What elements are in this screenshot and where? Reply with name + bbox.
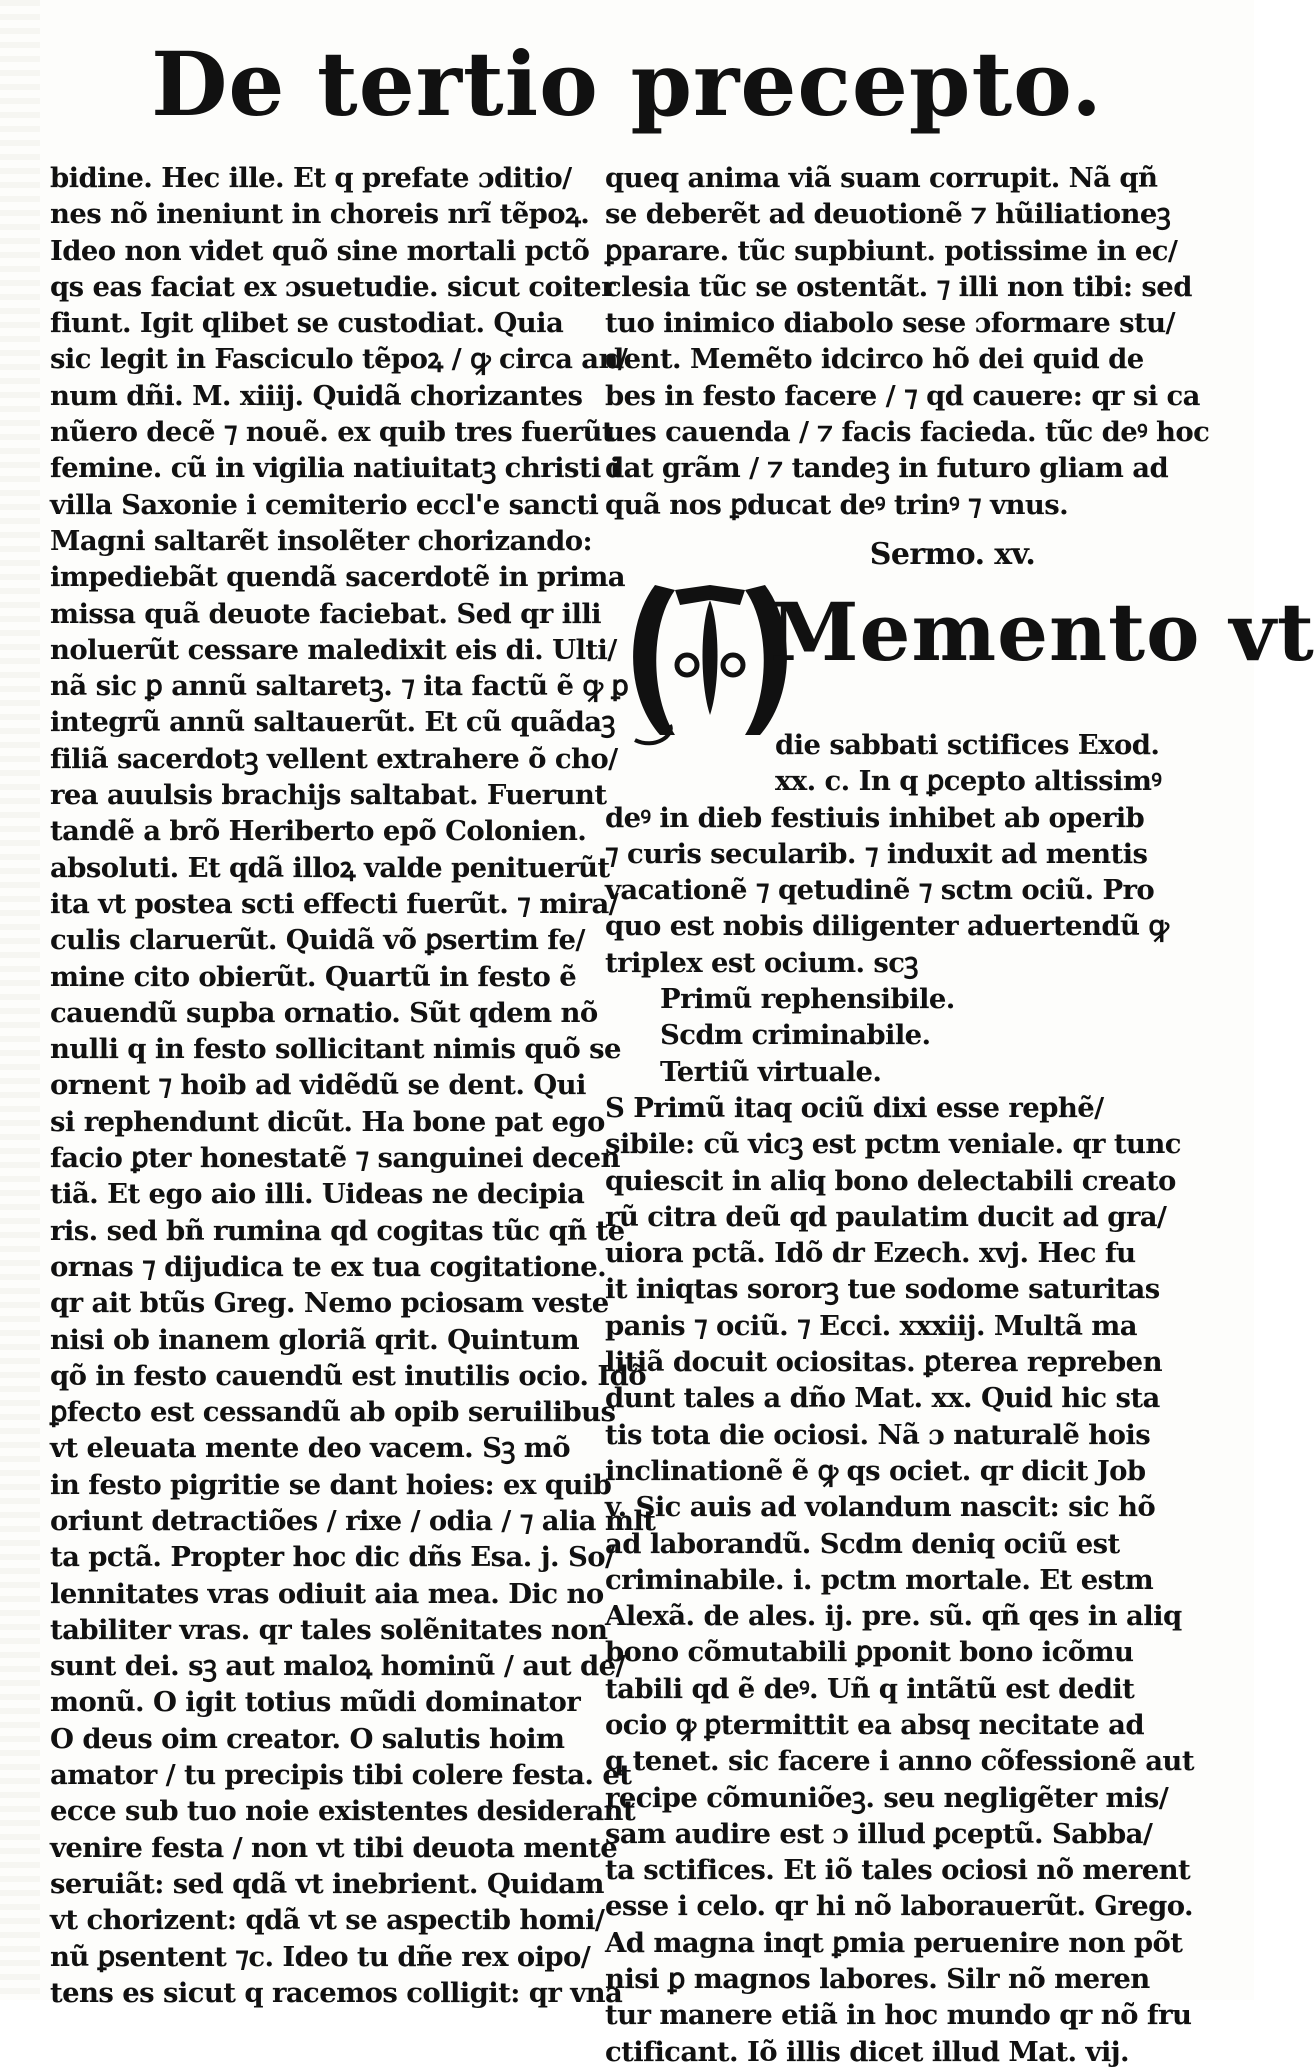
text-line: Alexã. de ales. ij. pre. sũ. qñ qes in aliq — [605, 1600, 1182, 1633]
text-line: monũ. O igit totius mũdi dominator — [50, 1686, 581, 1719]
text-line: bidine. Hec ille. Et q prefate ɔditio/ — [50, 162, 572, 194]
text-line: quo est nobis diligenter aduertendũ ꝙ — [605, 910, 1169, 943]
text-line: lennitates vras odiuit aia mea. Dic no — [50, 1577, 604, 1610]
text-line: ues cauenda / ⁊ facis facieda. tũc deꝰ hoc — [605, 416, 1210, 449]
text-line: nulli q in festo sollicitant nimis quõ se — [50, 1033, 621, 1066]
text-line: fiunt. Igit qlibet se custodiat. Quia — [50, 307, 564, 340]
text-line: ocio ꝙ ꝑtermittit ea absq necitate ad — [605, 1708, 1144, 1741]
text-line: vacationẽ ⁊ qetudinẽ ⁊ sctm ociũ. Pro — [605, 874, 1155, 907]
text-line: absoluti. Et qdã illoꝝ valde penituerũt — [50, 851, 610, 884]
text-line: criminabile. i. pctm mortale. Et estm — [605, 1563, 1154, 1596]
text-line: panis ⁊ ociũ. ⁊ Ecci. xxxiij. Multã ma — [605, 1309, 1138, 1342]
text-line: mine cito obierũt. Quartũ in festo ẽ — [50, 960, 577, 993]
text-line: v. Sic auis ad volandum nascit: sic hõ — [605, 1491, 1156, 1524]
text-line: femine. cũ in vigilia natiuitatꝫ christi i — [50, 452, 620, 485]
text-line: si rephendunt dicũt. Ha bone pat ego — [50, 1105, 605, 1138]
text-line: ta sctifices. Et iõ tales ociosi nõ merent — [605, 1854, 1191, 1887]
text-line: bono cõmutabili ꝑponit bono icõmu — [605, 1636, 1134, 1669]
text-line: nisi ꝑ magnos labores. Silr nõ meren — [605, 1963, 1150, 1996]
text-line: filiã sacerdotꝫ vellent extrahere õ cho/ — [50, 742, 618, 775]
text-line: Ideo non videt quõ sine mortali pctõ — [50, 234, 590, 267]
text-line: nã sic ꝑ annũ saltaretꝫ. ⁊ ita factũ ẽ ꝙ ꝑ — [50, 670, 629, 703]
left-column — [50, 160, 656, 2011]
text-line: ad laborandũ. Scdm deniq ociũ est — [605, 1527, 1120, 1560]
text-line: in festo pigritie se dant hoies: ex quib — [50, 1468, 612, 1501]
text-line: dat grãm / ⁊ tandeꝫ in futuro gliam ad — [605, 452, 1169, 485]
text-line: q tenet. sic facere i anno cõfessionẽ aut — [605, 1745, 1194, 1778]
text-line: amator / tu precipis tibi colere festa. et — [50, 1759, 632, 1792]
text-line: tuo inimico diabolo sese ɔformare stu/ — [605, 307, 1175, 340]
text-line: S Primũ itaq ociũ dixi esse rephẽ/ — [605, 1091, 1104, 1124]
text-line: tandẽ a brõ Heriberto epõ Colonien. — [50, 815, 587, 848]
text-line: ꝑparare. tũc supbiunt. potissime in ec/ — [605, 234, 1178, 267]
text-line: ornas ⁊ dijudica te ex tua cogitatione. — [50, 1250, 607, 1283]
text-line: recipe cõmuniõeꝫ. seu negligẽter mis/ — [605, 1781, 1169, 1814]
text-line: missa quã deuote faciebat. Sed qr illi — [50, 597, 602, 630]
list-item: Scdm criminabile. — [660, 1019, 931, 1052]
list-item: Tertiũ virtuale. — [660, 1055, 882, 1088]
text-line: xx. c. In q ꝑcepto altissimꝰ — [775, 765, 1162, 798]
text-line: clesia tũc se ostentãt. ⁊ illi non tibi: sed — [605, 270, 1192, 303]
text-line: impediebãt quendã sacerdotẽ in prima — [50, 561, 625, 594]
text-line: vt eleuata mente deo vacem. Sꝫ mõ — [50, 1432, 571, 1465]
text-line: oriunt detractiões / rixe / odia / ⁊ alia mlt — [50, 1504, 656, 1537]
text-line: sunt dei. sꝫ aut maloꝝ hominũ / aut de/ — [50, 1650, 625, 1683]
text-line: quã nos ꝑducat deꝰ trinꝰ ⁊ vnus. — [605, 488, 1069, 521]
text-line: O deus oim creator. O salutis hoim — [50, 1722, 565, 1755]
text-line: nisi ob inanem gloriã qrit. Quintum — [50, 1323, 580, 1356]
text-line: sibile: cũ vicꝫ est pctm veniale. qr tunc — [605, 1128, 1181, 1161]
text-line: ta pctã. Propter hoc dic dñs Esa. j. So/ — [50, 1541, 615, 1574]
text-line: bes in festo facere / ⁊ qd cauere: qr si ca — [605, 379, 1200, 412]
text-line: qs eas faciat ex ɔsuetudie. sicut coiter — [50, 270, 615, 303]
text-line: ita vt postea scti effecti fuerũt. ⁊ mira/ — [50, 887, 619, 920]
text-line: rea auulsis brachijs saltabat. Fuerunt — [50, 779, 607, 812]
text-line: qõ in festo cauendũ est inutilis ocio. Idõ — [50, 1359, 646, 1392]
initial-block — [605, 577, 1315, 727]
text-line: litiã docuit ociositas. ꝑterea repreben — [605, 1346, 1162, 1379]
text-line: nes nõ ineniunt in choreis nrĩ tẽpoꝝ. — [50, 198, 590, 231]
text-line: nũ ꝑsentent ⁊c. Ideo tu dñe rex oipo/ — [50, 1940, 591, 1973]
text-line: integrũ annũ saltauerũt. Et cũ quãdaꝫ — [50, 706, 615, 739]
text-line: tabili qd ẽ deꝰ. Uñ q intãtũ est dedit — [605, 1672, 1135, 1705]
text-line: Magni saltarẽt insolẽter chorizando: — [50, 524, 593, 557]
text-line: triplex est ocium. scꝫ — [605, 946, 918, 979]
text-line: tiã. Et ego aio illi. Uideas ne decipia — [50, 1178, 585, 1211]
text-line: uiora pctã. Idõ dr Ezech. xvj. Hec fu — [605, 1237, 1136, 1270]
page-title: De tertio precepto. — [151, 32, 1103, 136]
text-line: sam audire est ɔ illud ꝑceptũ. Sabba/ — [605, 1817, 1153, 1850]
sermon-heading: Sermo. xv. — [869, 536, 1036, 572]
text-line: rũ citra deũ qd paulatim ducit ad gra/ — [605, 1200, 1167, 1233]
text-line: ornent ⁊ hoib ad vidẽdũ se dent. Qui — [50, 1069, 586, 1102]
text-line: quiescit in aliq bono delectabili creato — [605, 1164, 1176, 1197]
text-line: die sabbati sctifices Exod. — [775, 728, 1160, 761]
text-line: dent. Memẽto idcirco hõ dei quid de — [605, 343, 1144, 376]
sermon-incipit: Memento vt — [770, 584, 1315, 679]
text-line: Ad magna inqt ꝑmia peruenire non põt — [605, 1926, 1183, 1959]
text-line: culis claruerũt. Quidã võ ꝑsertim fe/ — [50, 924, 585, 957]
text-line: ecce sub tuo noie existentes desiderant — [50, 1795, 636, 1828]
text-line: sic legit in Fasciculo tẽpoꝝ / ꝙ circa an/ — [50, 343, 628, 376]
text-line: seruiãt: sed qdã vt inebrient. Quidam — [50, 1867, 604, 1900]
text-line: noluerũt cessare maledixit eis di. Ulti/ — [50, 633, 617, 666]
text-line: inclinationẽ ẽ ꝙ qs ociet. qr dicit Job — [605, 1454, 1146, 1487]
text-line: villa Saxonie i cemiterio eccl'e sancti — [50, 488, 599, 521]
text-line: ⁊ curis secularib. ⁊ induxit ad mentis — [605, 837, 1148, 870]
text-line: se deberẽt ad deuotionẽ ⁊ hũiliationeꝫ — [605, 198, 1171, 231]
text-line: ctificant. Iõ illis dicet illud Mat. vij. — [605, 2035, 1129, 2068]
text-line: ꝑfecto est cessandũ ab opib seruilibus — [50, 1396, 616, 1429]
text-line: it iniqtas sororꝫ tue sodome saturitas — [605, 1273, 1160, 1306]
text-line: num dñi. M. xiiij. Quidã chorizantes — [50, 379, 583, 412]
text-line: vt chorizent: qdã vt se aspectib homi/ — [50, 1904, 605, 1937]
text-line: cauendũ supba ornatio. Sũt qdem nõ — [50, 996, 598, 1029]
text-line: tis tota die ociosi. Nã ɔ naturalẽ hois — [605, 1418, 1151, 1451]
page-edge-texture — [0, 0, 40, 2000]
text-line: qr ait btũs Greg. Nemo pciosam veste — [50, 1287, 609, 1320]
text-line: venire festa / non vt tibi deuota mente — [50, 1831, 618, 1864]
text-line: deꝰ in dieb festiuis inhibet ab operib — [605, 801, 1145, 834]
text-line: esse i celo. qr hi nõ laborauerũt. Grego. — [605, 1890, 1193, 1923]
text-line: nũero decẽ ⁊ nouẽ. ex quib tres fuerũt — [50, 416, 615, 449]
right-column — [605, 160, 1315, 2070]
list-item: Primũ rephensibile. — [660, 983, 955, 1016]
text-line: tur manere etiã in hoc mundo qr nõ fru — [605, 1999, 1192, 2032]
text-line: tabiliter vras. qr tales solẽnitates non — [50, 1613, 608, 1646]
text-line: tens es sicut q racemos colligit: qr vna — [50, 1976, 623, 2009]
text-line: facio ꝑter honestatẽ ⁊ sanguinei decen — [50, 1142, 620, 1175]
text-line: queq anima viã suam corrupit. Nã qñ — [605, 162, 1158, 194]
text-line: ris. sed bñ rumina qd cogitas tũc qñ te — [50, 1214, 625, 1247]
text-line: dunt tales a dño Mat. xx. Quid hic sta — [605, 1382, 1160, 1415]
